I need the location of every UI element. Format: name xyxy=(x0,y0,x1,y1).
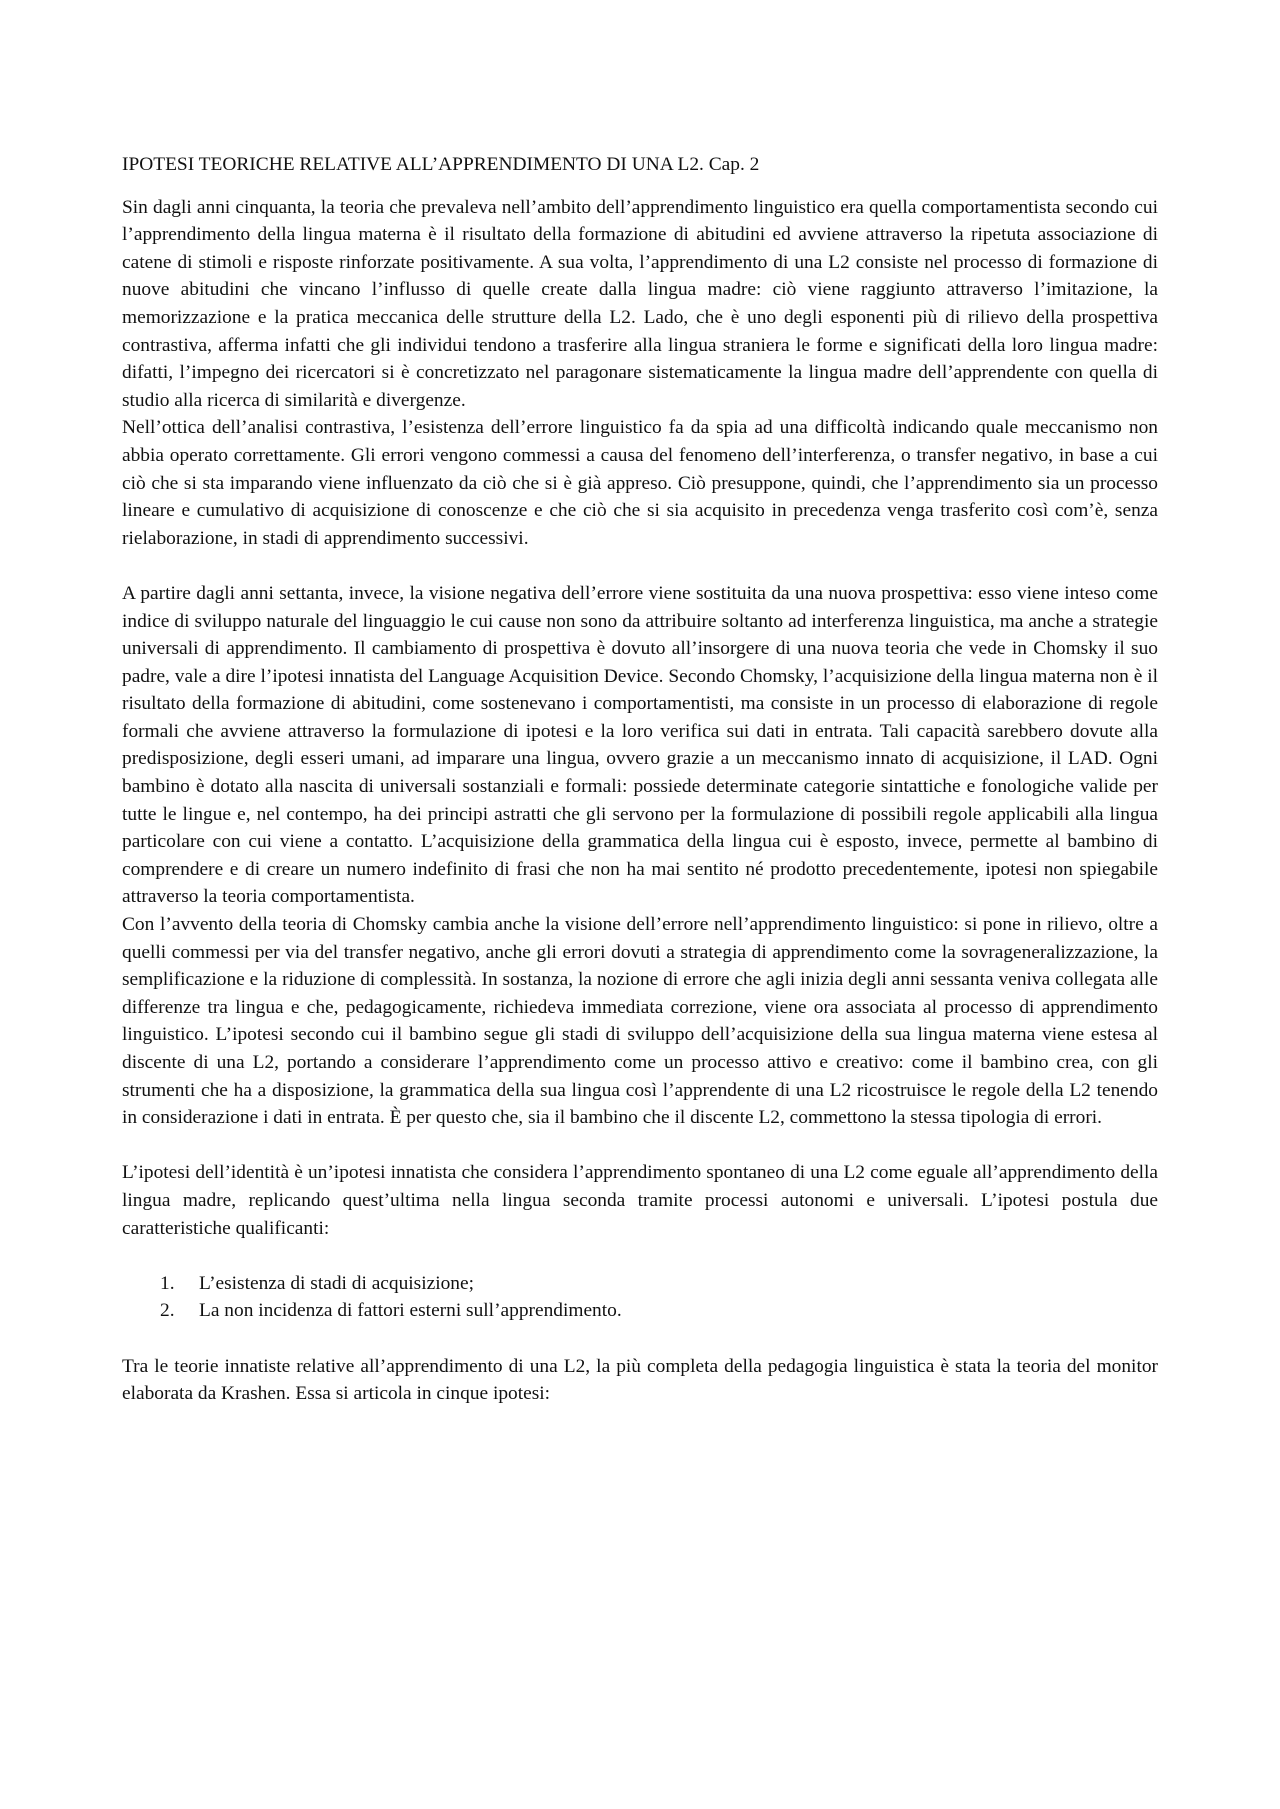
paragraph-behaviourism: Sin dagli anni cinquanta, la teoria che prevaleva nell’ambito dell’apprendimento linguistico era quella comportamentista secondo cui l’apprendimento della lingua materna è il risultato della formazione di abitudini ed avviene attraverso la ripetuta associazione di catene di stimoli e risposte rinforzate positivamente. A sua volta, l’apprendimento di una L2 consiste nel processo di formazione di nuove abitudini che vincano l’influsso di quelle create dalla lingua madre: ciò viene raggiunto attraverso l’imitazione, la memorizzazione e la pratica meccanica delle strutture della L2. Lado, che è uno degli esponenti più di rilievo della prospettiva contrastiva, afferma infatti che gli individui tendono a trasferire alla lingua straniera le forme e significati della loro lingua madre: difatti, l’impegno dei ricercatori si è concretizzato nel paragonare sistematicamente la lingua madre dell’apprendente con quella di studio alla ricerca di similarità e divergenze. xyxy=(122,196,1158,411)
paragraph-gap xyxy=(122,552,1158,580)
list-item-text: La non incidenza di fattori esterni sull’apprendimento. xyxy=(199,1300,622,1322)
list-item-number: 2. xyxy=(160,1300,175,1322)
paragraph-gap xyxy=(122,1132,1158,1160)
paragraph-error-vision: Con l’avvento della teoria di Chomsky cambia anche la visione dell’errore nell’apprendimento linguistico: si pone in rilievo, oltre a quelli commessi per via del transfer negativo, anche gli errori dovuti a strategia di apprendimento come la sovrageneralizzazione, la semplificazione e la riduzione di complessità. In sostanza, la nozione di errore che agli inizia degli anni sessanta veniva collegata alle differenze tra lingua e che, pedagogicamente, richiedeva immediata correzione, viene ora associata al processo di apprendimento linguistico. L’ipotesi secondo cui il bambino segue gli stadi di sviluppo dell’acquisizione della sua lingua materna viene estesa al discente di una L2, portando a considerare l’apprendimento come un processo attivo e creativo: come il bambino crea, con gli strumenti che ha a disposizione, la grammatica della sua lingua così l’apprendente di una L2 ricostruisce le regole della L2 tenendo in considerazione i dati in entrata. È per questo che, sia il bambino che il discente L2, commettono la stessa tipologia di errori. xyxy=(122,914,1158,1129)
list-item-number: 1. xyxy=(160,1272,175,1294)
document-content xyxy=(122,151,1158,1408)
paragraph-identity-hypothesis: L’ipotesi dell’identità è un’ipotesi innatista che considera l’apprendimento spontaneo di una L2 come eguale all’apprendimento della lingua madre, replicando quest’ultima nella lingua seconda tramite processi autonomi e universali. L’ipotesi postula due caratteristiche qualificanti: xyxy=(122,1162,1158,1239)
paragraph-chomsky: A partire dagli anni settanta, invece, la visione negativa dell’errore viene sostituita da una nuova prospettiva: esso viene inteso come indice di sviluppo naturale del linguaggio le cui cause non sono da attribuire soltanto ad interferenza linguistica, ma anche a strategie universali di apprendimento. Il cambiamento di prospettiva è dovuto all’insorgere di una nuova teoria che vede in Chomsky il suo padre, vale a dire l’ipotesi innatista del Language Acquisition Device. Secondo Chomsky, l’acquisizione della lingua materna non è il risultato della formazione di abitudini, come sostenevano i comportamentisti, ma consiste in un processo di elaborazione di regole formali che avviene attraverso la formulazione di ipotesi e la loro verifica sui dati in entrata. Tali capacità sarebbero dovute alla predisposizione, degli esseri umani, ad imparare una lingua, ovvero grazie a un meccanismo innato di acquisizione, il LAD. Ogni bambino è dotato alla nascita di universali sostanziali e formali: possiede determinate categorie sintattiche e fonologiche valide per tutte le lingue e, nel contempo, ha dei principi astratti che gli servono per la formulazione di possibili regole applicabili alla lingua particolare con cui viene a contatto. L’acquisizione della grammatica della lingua cui è esposto, invece, permette al bambino di comprendere e di creare un numero indefinito di frasi che non ha mai sentito né prodotto precedentemente, ipotesi non spiegabile attraverso la teoria comportamentista. xyxy=(122,582,1158,908)
numbered-list xyxy=(122,1270,1158,1325)
list-item-text: L’esistenza di stadi di acquisizione; xyxy=(199,1272,474,1294)
paragraph-contrastive-analysis: Nell’ottica dell’analisi contrastiva, l’esistenza dell’errore linguistico fa da spia ad una difficoltà indicando quale meccanismo non abbia operato correttamente. Gli errori vengono commessi a causa del fenomeno dell’interferenza, o transfer negativo, in base a cui ciò che si sta imparando viene influenzato da ciò che si è già appreso. Ciò presuppone, quindi, che l’apprendimento sia un processo lineare e cumulativo di acquisizione di conoscenze e che ciò che si sia acquisito in precedenza venga trasferito così com’è, senza rielaborazione, in stadi di apprendimento successivi. xyxy=(122,417,1158,549)
list-item xyxy=(122,1270,1158,1298)
document-title: IPOTESI TEORICHE RELATIVE ALL’APPRENDIMENTO DI UNA L2. Cap. 2 xyxy=(122,154,760,175)
paragraph-krashen: Tra le teorie innatiste relative all’apprendimento di una L2, la più completa della pedagogia linguistica è stata la teoria del monitor elaborata da Krashen. Essa si articola in cinque ipotesi: xyxy=(122,1355,1158,1405)
paragraph-gap xyxy=(122,1325,1158,1353)
paragraph-gap xyxy=(122,1242,1158,1270)
list-item xyxy=(122,1297,1158,1325)
